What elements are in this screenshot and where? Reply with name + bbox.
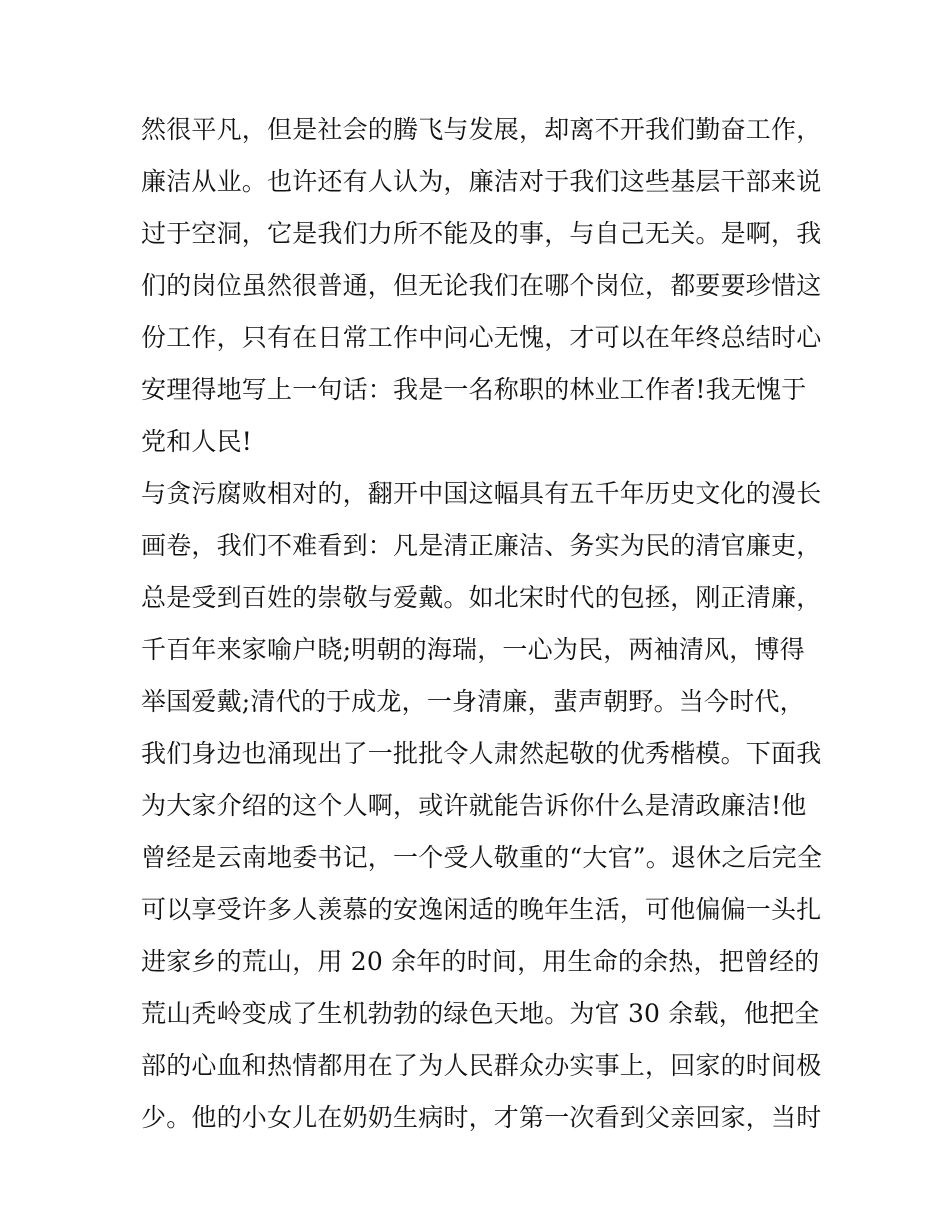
text-line-19: 部的心血和热情都用在了为人民群众办实事上，回家的时间极: [141, 1051, 822, 1080]
text-line-1: 然很平凡，但是社会的腾飞与发展，却离不开我们勤奋工作，: [141, 115, 822, 144]
text-line-18: 荒山秃岭变成了生机勃勃的绿色天地。为官 30 余载，他把全: [141, 999, 820, 1028]
text-line-17: 进家乡的荒山，用 20 余年的时间，用生命的余热，把曾经的: [141, 947, 820, 976]
text-line-11: 千百年来家喻户晓;明朝的海瑞，一心为民，两袖清风，博得: [141, 635, 805, 664]
text-line-15: 曾经是云南地委书记，一个受人敬重的“大官”。退休之后完全: [141, 843, 823, 872]
text-line-3: 过于空洞，它是我们力所不能及的事，与自己无关。是啊，我: [141, 219, 822, 248]
text-line-7: 党和人民!: [141, 427, 253, 456]
text-line-20: 少。他的小女儿在奶奶生病时，才第一次看到父亲回家，当时: [141, 1103, 822, 1132]
text-line-9: 画卷，我们不难看到：凡是清正廉洁、务实为民的清官廉吏，: [141, 531, 822, 560]
text-line-6: 安理得地写上一句话：我是一名称职的林业工作者!我无愧于: [141, 375, 807, 404]
body-text: [141, 104, 821, 1144]
text-line-10: 总是受到百姓的崇敬与爱戴。如北宋时代的包拯，刚正清廉，: [141, 583, 822, 612]
text-line-8: 与贪污腐败相对的，翻开中国这幅具有五千年历史文化的漫长: [141, 479, 822, 508]
text-line-2: 廉洁从业。也许还有人认为，廉洁对于我们这些基层干部来说: [141, 167, 822, 196]
text-line-4: 们的岗位虽然很普通，但无论我们在哪个岗位，都要要珍惜这: [141, 271, 822, 300]
text-line-13: 我们身边也涌现出了一批批令人肃然起敬的优秀楷模。下面我: [141, 739, 822, 768]
text-line-16: 可以享受许多人羡慕的安逸闲适的晚年生活，可他偏偏一头扎: [141, 895, 822, 924]
text-line-14: 为大家介绍的这个人啊，或许就能告诉你什么是清政廉洁!他: [141, 791, 807, 820]
text-line-12: 举国爱戴;清代的于成龙，一身清廉，蜚声朝野。当今时代，: [141, 687, 805, 716]
text-line-5: 份工作，只有在日常工作中问心无愧，才可以在年终总结时心: [141, 323, 822, 352]
